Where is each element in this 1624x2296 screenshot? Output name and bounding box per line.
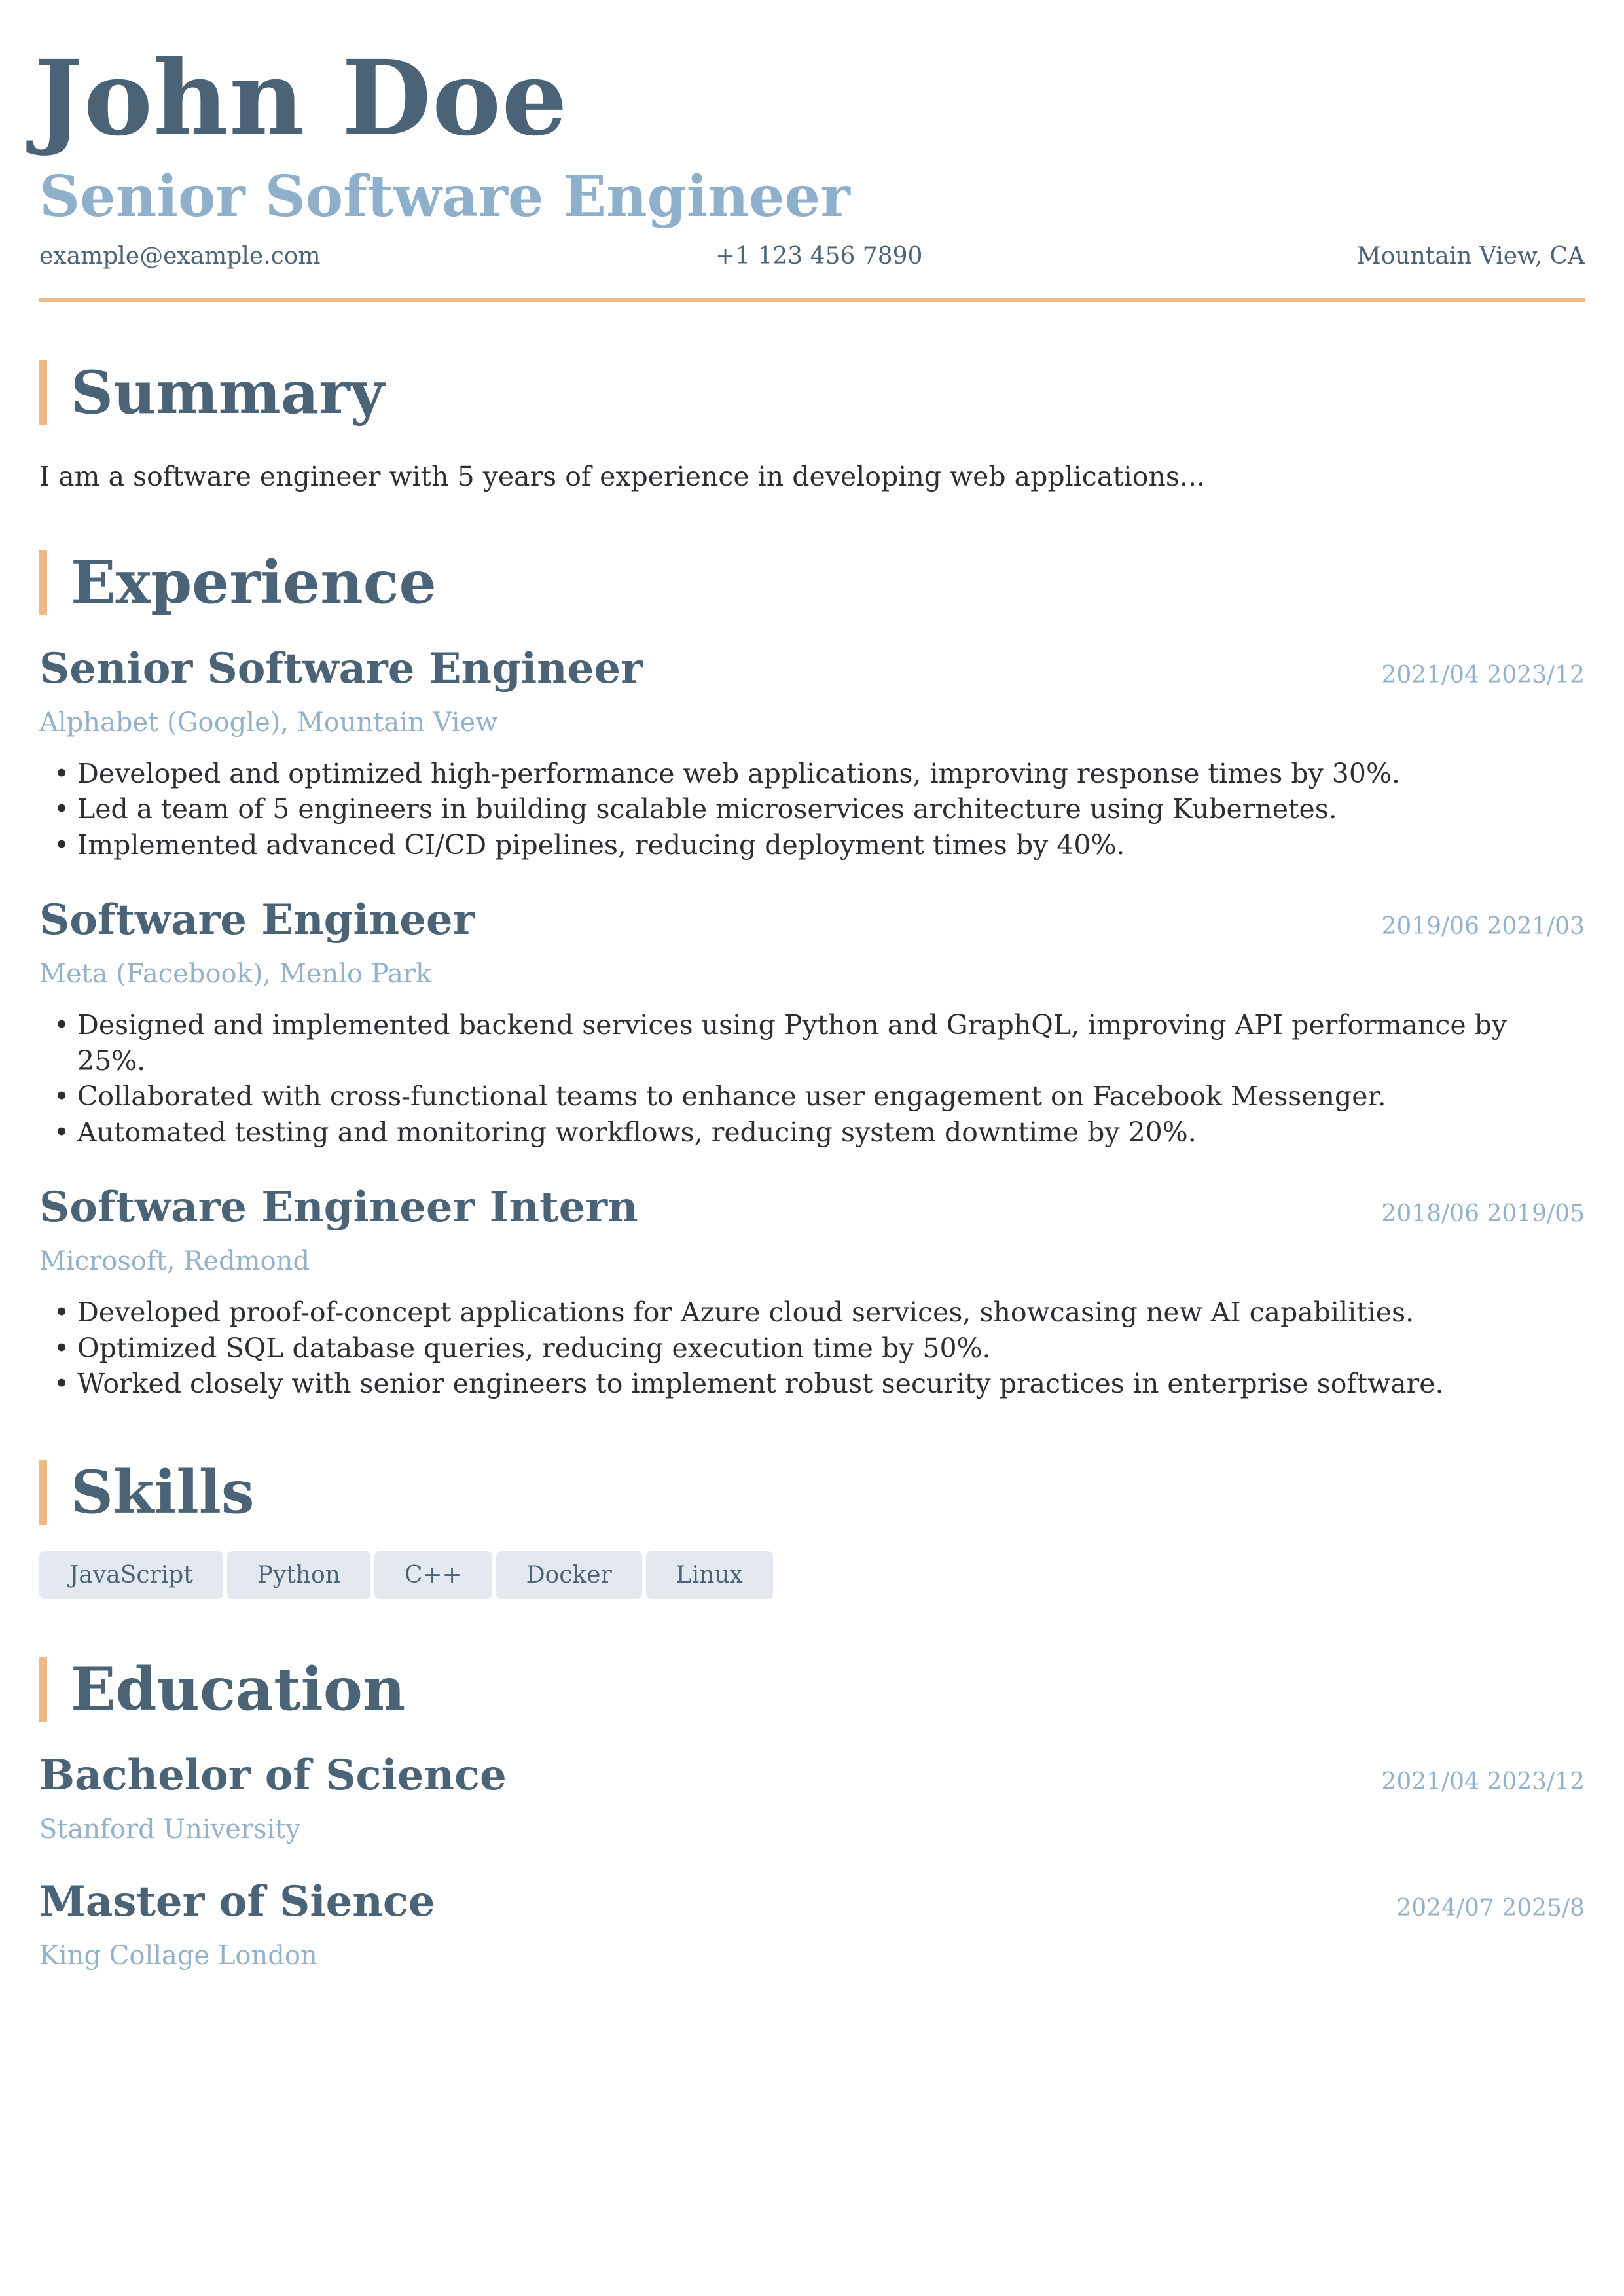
skills-list — [39, 1551, 1585, 1599]
degree-dates: 2024/07 2025/8 — [1396, 1894, 1585, 1922]
job-dates: 2018/06 2019/05 — [1381, 1200, 1585, 1228]
candidate-title: Senior Software Engineer — [39, 164, 850, 230]
skills-heading-text: Skills — [71, 1457, 255, 1527]
bullet-item: • Developed proof-of-concept applications for Azure cloud services, showcasing new AI capabilities. — [39, 1295, 1585, 1331]
job-title: Software Engineer Intern — [39, 1183, 638, 1232]
skill-chip: C++ — [374, 1551, 492, 1599]
section-accent-bar — [39, 550, 47, 615]
skill-chip: JavaScript — [39, 1551, 223, 1599]
contact-row — [39, 243, 1585, 270]
email-text: example@example.com — [39, 242, 321, 270]
bullet-item: • Developed and optimized high-performance web applications, improving response times by 30%. — [39, 756, 1585, 792]
job-bullets — [39, 1007, 1585, 1150]
education-entry-2 — [39, 1877, 1585, 1971]
degree-title: Bachelor of Science — [39, 1750, 507, 1800]
bullet-item: • Automated testing and monitoring workflows, reducing system downtime by 20%. — [39, 1115, 1585, 1151]
bullet-item: • Collaborated with cross-functional teams to enhance user engagement on Facebook Messenger. — [39, 1079, 1585, 1115]
school-name: King Collage London — [39, 1940, 317, 1971]
education-entry-1 — [39, 1751, 1585, 1844]
degree-title: Master of Sience — [39, 1876, 435, 1926]
experience-entry-2 — [39, 895, 1585, 1150]
school-name: Stanford University — [39, 1814, 301, 1844]
education-heading-text: Education — [71, 1654, 406, 1724]
bullet-item: • Designed and implemented backend services using Python and GraphQL, improving API performance by 25%. — [39, 1007, 1585, 1079]
experience-entry-3 — [39, 1183, 1585, 1402]
skill-chip: Python — [227, 1551, 370, 1599]
job-title: Software Engineer — [39, 895, 475, 945]
location-text: Mountain View, CA — [1356, 242, 1585, 270]
education-heading — [39, 1654, 1585, 1724]
experience-entry-1 — [39, 644, 1585, 863]
degree-dates: 2021/04 2023/12 — [1381, 1768, 1585, 1795]
summary-heading-text: Summary — [71, 357, 384, 427]
job-dates: 2021/04 2023/12 — [1381, 661, 1585, 689]
bullet-item: • Led a team of 5 engineers in building scalable microservices architecture using Kubernetes. — [39, 791, 1585, 827]
summary-heading — [39, 357, 1585, 427]
bullet-item: • Implemented advanced CI/CD pipelines, reducing deployment times by 40%. — [39, 827, 1585, 863]
candidate-name: John Doe — [34, 38, 568, 159]
bullet-item: • Worked closely with senior engineers to implement robust security practices in enterprise software. — [39, 1366, 1585, 1402]
job-company: Alphabet (Google), Mountain View — [39, 707, 498, 738]
experience-heading — [39, 547, 1585, 617]
job-company: Meta (Facebook), Menlo Park — [39, 959, 432, 990]
skill-chip: Linux — [646, 1551, 773, 1599]
section-accent-bar — [39, 360, 47, 425]
skills-heading — [39, 1457, 1585, 1527]
skill-chip: Docker — [496, 1551, 642, 1599]
job-title: Senior Software Engineer — [39, 643, 643, 693]
job-bullets — [39, 1295, 1585, 1402]
phone-text: +1 123 456 7890 — [715, 242, 923, 270]
section-accent-bar — [39, 1460, 47, 1525]
section-accent-bar — [39, 1657, 47, 1722]
job-dates: 2019/06 2021/03 — [1381, 913, 1585, 941]
experience-heading-text: Experience — [71, 547, 437, 617]
header-divider — [39, 298, 1585, 302]
job-company: Microsoft, Redmond — [39, 1246, 310, 1277]
summary-text: I am a software engineer with 5 years of experience in developing web applications... — [39, 460, 1206, 492]
job-bullets — [39, 756, 1585, 863]
bullet-item: • Optimized SQL database queries, reducing execution time by 50%. — [39, 1331, 1585, 1367]
